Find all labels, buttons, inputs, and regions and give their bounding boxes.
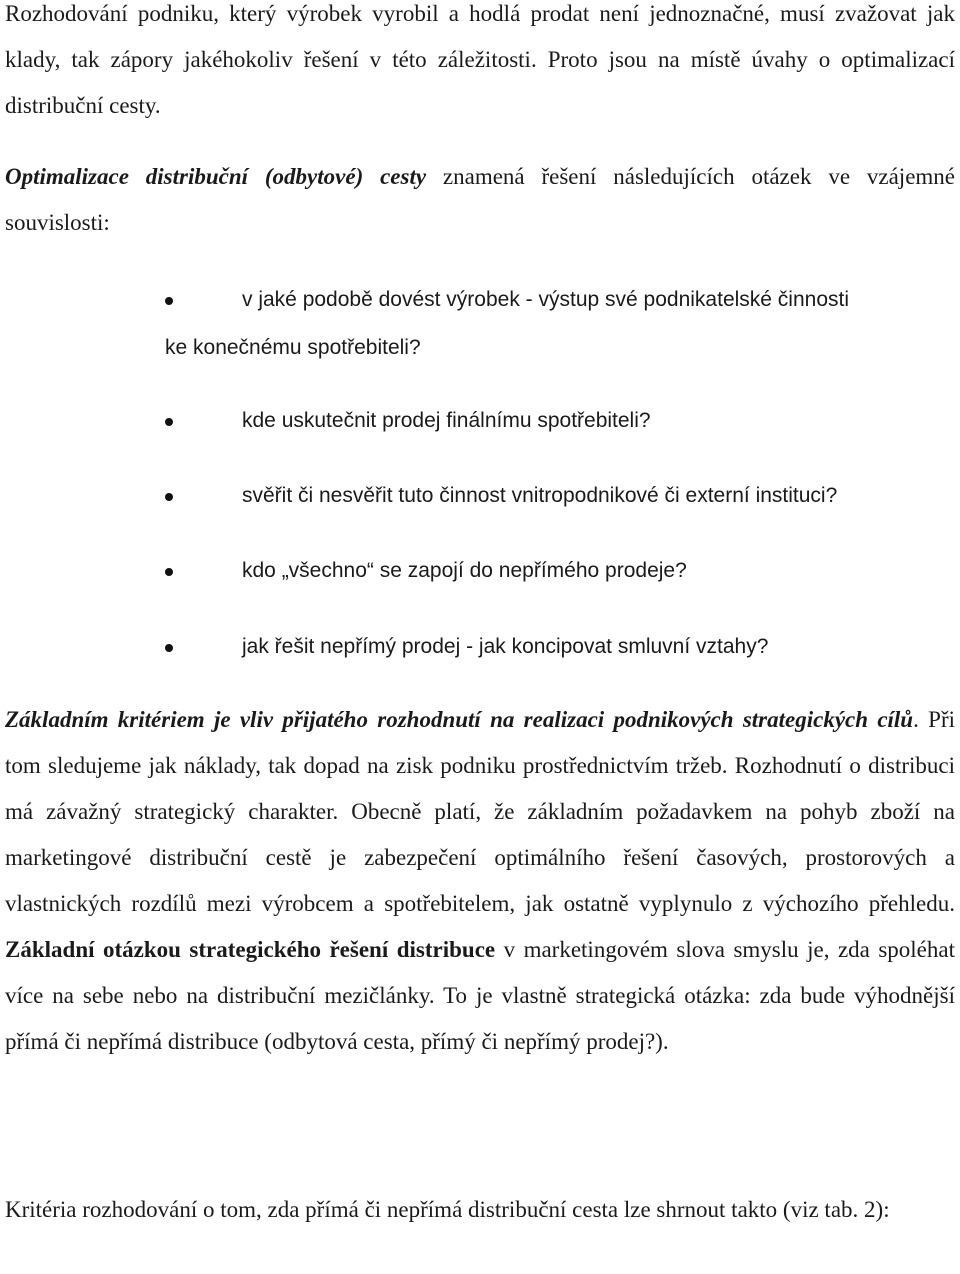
list-item [165, 276, 955, 372]
list-item-line: kde uskutečnit prodej finálnímu spotřebiteli? [242, 409, 651, 432]
list-item-continuation: ke konečnému spotřebiteli? [165, 336, 421, 359]
criteria-emphasis: Základním kritériem je vliv přijatého rozhodnutí na realizaci podnikových strategických cílů [5, 707, 914, 732]
criteria-text-continued: v marketingovém slova smyslu je, zda spoléhat více na sebe nebo na distribuční mezičlánky. To je vlastně strategická otázka: zda bude výhodnější přímá či nepřímá distribuce (odbytová cesta, přímý či nepřímý prodej?). [5, 937, 955, 1054]
optimization-paragraph [5, 154, 955, 246]
criteria-text: . Při tom sledujeme jak náklady, tak dopad na zisk podniku prostřednictvím tržeb. Rozhodnutí o distribuci má závažný strategický charakter. Obecně platí, že základním požadavkem na pohyb zboží na marketingové distribuční cestě je zabezpečení optimálního řešení časových, prostorových a vlastnických rozdílů mezi výrobcem a spotřebitelem, jak ostatně vyplynulo z výchozího přehledu. [5, 707, 955, 916]
bullet-icon [165, 418, 173, 426]
list-item [165, 547, 955, 595]
optimization-text: znamená řešení následujících otázek ve vzájemné souvislosti: [5, 164, 955, 235]
bullet-icon [165, 568, 173, 576]
list-item-line: jak řešit nepřímý prodej - jak koncipovat smluvní vztahy? [242, 635, 769, 658]
list-item-line: kdo „všechno“ se zapojí do nepřímého prodeje? [242, 559, 687, 582]
strategic-question-bold: Základní otázkou strategického řešení distribuce [5, 937, 496, 962]
criteria-paragraph [5, 697, 955, 1065]
list-item [165, 623, 955, 671]
list-item-line: svěřit či nesvěřit tuto činnost vnitropodnikové či externí instituci? [242, 484, 838, 507]
bullet-icon [165, 644, 173, 652]
bullet-icon [165, 297, 173, 305]
list-item [165, 472, 955, 520]
bullet-icon [165, 493, 173, 501]
list-item [165, 397, 955, 445]
closing-paragraph: Kritéria rozhodování o tom, zda přímá či nepřímá distribuční cesta lze shrnout takto (viz tab. 2): [5, 1197, 890, 1222]
intro-paragraph: Rozhodování podniku, který výrobek vyrobil a hodlá prodat není jednoznačné, musí zvažovat jak klady, tak zápory jakéhokoliv řešení v této záležitosti. Proto jsou na místě úvahy o optimalizací distribuční cesty. [5, 1, 955, 118]
list-item-line: v jaké podobě dovést výrobek - výstup své podnikatelské činnosti [242, 288, 850, 311]
optimization-term: Optimalizace distribuční (odbytové) cesty [5, 164, 427, 189]
